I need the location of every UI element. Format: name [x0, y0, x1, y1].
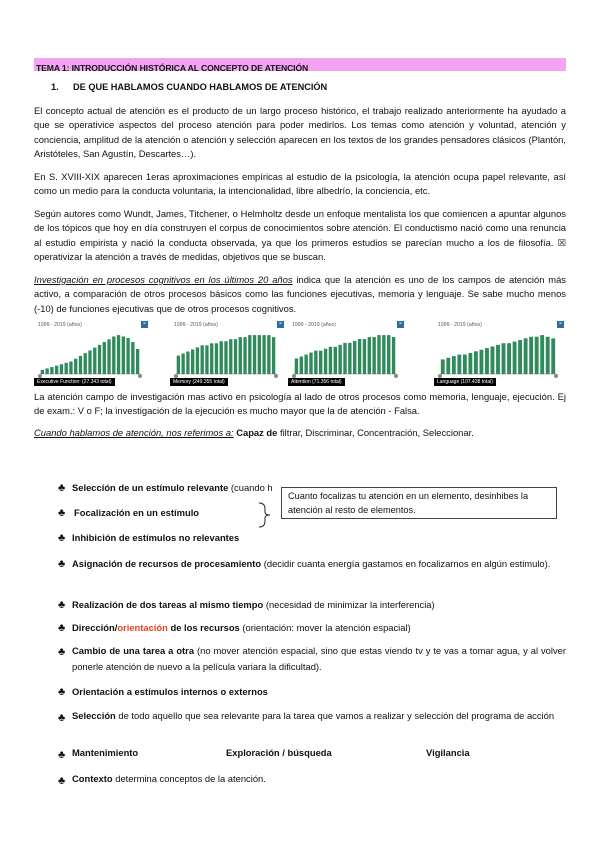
close-icon[interactable]: ×: [397, 321, 404, 328]
paragraph-6-lead: Cuando hablamos de atención, nos referimos a:: [34, 427, 234, 438]
paragraph-4: [34, 273, 566, 316]
bar: [457, 355, 461, 374]
list-item: Selección de un estímulo relevante (cuando h: [72, 482, 273, 493]
bar: [79, 356, 82, 374]
range-end-handle[interactable]: [394, 374, 398, 378]
bar: [502, 343, 506, 374]
paragraph-5-text: La atención campo de investigación mas activo en psicología al lado de otros procesos como memoria, lenguaje, ejecución. Ej de exam.: V o F; la investigación de la ejecución es mucho mayor que la de atención - Falsa.: [34, 391, 566, 417]
club-bullet-icon: ♣: [58, 749, 66, 761]
range-end-handle[interactable]: [138, 374, 142, 378]
club-bullet-icon: ♣: [58, 599, 66, 611]
bar: [262, 335, 265, 374]
bar: [98, 345, 101, 374]
close-icon[interactable]: ×: [557, 321, 564, 328]
bar: [441, 359, 445, 374]
bar: [392, 337, 395, 374]
paragraph-6-bold: Capaz de: [233, 427, 278, 438]
paragraph-4-text: indica que la atención es uno de los campos de atención más activo, a comparación de otros procesos básicos como las funciones ejecutivas, memoria y lenguaje. Se sabe mucho menos (-10) de funciones ejecutivas que de otros procesos cognitivos.: [34, 274, 566, 314]
paragraph-3-text: Según autores como Wundt, James, Titchener, o Helmholtz desde un enfoque mentalista los que comiencen a apuntar algunos de los tópicos que hoy en día construyen el corpus de conocimientos sobre atención. El conductismo nació como una renuncia al estudio empirista y nació la conducta observada, ya que los primeros estudios se parecían mucho a los de filosofía. ☒ operativizar la atención a través de medidas, objetivos que se buscan.: [34, 208, 566, 263]
bar: [191, 349, 194, 374]
bar: [334, 347, 337, 374]
bar: [253, 335, 256, 374]
bar: [60, 364, 63, 374]
bar: [529, 337, 533, 374]
club-bullet-icon: ♣: [58, 482, 66, 494]
bar: [358, 339, 361, 374]
bar: [84, 353, 87, 374]
bar: [122, 337, 125, 375]
bar: [239, 337, 242, 374]
bar: [224, 341, 227, 374]
bar: [540, 335, 544, 374]
bar: [88, 350, 91, 374]
bar: [201, 345, 204, 374]
charts-row: [34, 320, 566, 386]
bar: [186, 351, 189, 374]
section-title: DE QUE HABLAMOS CUANDO HABLAMOS DE ATENCIÓN: [73, 82, 328, 92]
bar: [546, 337, 550, 374]
bar: [243, 337, 246, 374]
bar: [480, 350, 484, 374]
bar: [45, 368, 48, 374]
chart-header: 1999 - 2019 (años): [174, 322, 218, 328]
paragraph-5: [34, 390, 566, 419]
bar: [309, 353, 312, 374]
bar: [295, 358, 298, 374]
bar: [181, 354, 184, 374]
bar: [234, 339, 237, 374]
list-item: Mantenimiento Exploración / búsqueda Vigilancia: [72, 747, 470, 758]
close-icon[interactable]: ×: [141, 321, 148, 328]
bar: [372, 337, 375, 374]
bar: [377, 335, 380, 374]
bar: [343, 343, 346, 374]
bar: [215, 343, 218, 374]
list-item: Inhibición de estímulos no relevantes: [72, 532, 240, 543]
bar: [446, 358, 450, 374]
bar: [314, 351, 317, 374]
bar-chart-svg: [34, 330, 150, 378]
chart-attention: [288, 320, 406, 386]
bar: [210, 343, 213, 374]
annotation-box: Cuanto focalizas tu atención en un elemento, desinhibes la atención al resto de elementos.: [281, 487, 557, 519]
paragraph-6: [34, 426, 566, 440]
bar: [107, 339, 110, 374]
chart-language: [434, 320, 566, 386]
bar: [319, 351, 322, 374]
bar: [131, 342, 134, 374]
club-bullet-icon: ♣: [58, 622, 66, 634]
bar: [363, 339, 366, 374]
list-item: Cambio de una tarea a otra (no mover atención espacial, sino que estas viendo tv y te vas a tomar agua, y al volver ponerle atención de nuevo a la película variara la dificultad).: [72, 645, 566, 672]
bar: [103, 342, 106, 374]
title-bar: [34, 58, 566, 71]
chart-header: 1999 - 2019 (años): [292, 322, 336, 328]
chart-memory: [170, 320, 286, 386]
bar: [338, 345, 341, 374]
list-item: Dirección/orientación de los recursos (orientación: mover la atención espacial): [72, 622, 411, 633]
bar: [535, 337, 539, 374]
chart-caption: Attention (71.356 total): [288, 378, 345, 386]
bar: [258, 335, 261, 374]
bar: [267, 335, 270, 374]
bar: [368, 337, 371, 374]
club-bullet-icon: ♣: [58, 532, 66, 544]
bar: [518, 340, 522, 374]
bar-chart-svg: [288, 330, 406, 378]
paragraph-4-lead: Investigación en procesos cognitivos en los últimos 20 años: [34, 274, 293, 285]
section-heading: [51, 82, 327, 92]
bar: [248, 335, 251, 374]
bar: [353, 341, 356, 374]
bar: [136, 349, 139, 374]
list-item: Asignación de recursos de procesamiento (decidir cuanta energía gastamos en focalizarnos en algún estimulo).: [72, 558, 551, 569]
bar: [65, 363, 68, 374]
range-end-handle[interactable]: [554, 374, 558, 378]
club-bullet-icon: ♣: [58, 507, 66, 519]
bar: [220, 341, 223, 374]
bar: [324, 349, 327, 374]
chart-header: 1999 - 2019 (años): [38, 322, 82, 328]
bar: [50, 367, 53, 374]
list-item: Realización de dos tareas al mismo tiempo (necesidad de minimizar la interferencia): [72, 599, 435, 610]
range-end-handle[interactable]: [274, 374, 278, 378]
close-icon[interactable]: ×: [277, 321, 284, 328]
chart-caption: Language (107.438 total): [434, 378, 496, 386]
chart-executive-function: [34, 320, 150, 386]
bar: [329, 347, 332, 374]
bar: [463, 355, 467, 374]
bar: [507, 343, 511, 374]
bar: [196, 347, 199, 374]
bar: [126, 338, 129, 374]
bar: [229, 339, 232, 374]
bar: [300, 357, 303, 375]
list-item: Orientación a estímulos internos o externos: [72, 686, 268, 697]
list-item: Selección de todo aquello que sea relevante para la tarea que vamos a realizar y selección del programa de acción: [72, 710, 555, 721]
bar-chart-svg: [170, 330, 286, 378]
bar: [551, 338, 555, 374]
list-item: Focalización en un estímulo: [74, 507, 200, 518]
bar: [41, 370, 44, 374]
bar: [177, 356, 180, 374]
bar: [74, 359, 77, 374]
bar: [272, 337, 275, 374]
bar: [348, 343, 351, 374]
bar: [468, 353, 472, 374]
section-number: 1.: [51, 82, 59, 92]
page-title: TEMA 1: INTRODUCCIÓN HISTÓRICA AL CONCEPTO DE ATENCIÓN: [36, 63, 309, 73]
bar: [524, 338, 528, 374]
club-bullet-icon: ♣: [58, 558, 66, 570]
bar: [513, 342, 517, 374]
paragraph-2-text: En S. XVIII-XIX aparecen 1eras aproximaciones empíricas al estudio de la psicología, la atención ocupa papel relevante, así como un medio para la conducta voluntaria, la intencionalidad, libre albedrío, la conciencia, etc.: [34, 171, 566, 197]
bar: [117, 335, 120, 374]
paragraph-2: [34, 170, 566, 199]
bar: [382, 335, 385, 374]
bar: [205, 345, 208, 374]
paragraph-1-text: El concepto actual de atención es el producto de un largo proceso histórico, el trabajo realizado anteriormente ha ayudado a que se operativice aspectos del proceso atención para poder medirlos. Los temas como atención y voluntad, atención y conciencia, amplitud de la atención o atención y selección aparecen en los textos de los grandes pensadores clásicos (Plantón, Aristóteles, San Agustín, Descartes…).: [34, 105, 566, 160]
club-bullet-icon: ♣: [58, 686, 66, 698]
club-bullet-icon: ♣: [58, 775, 66, 787]
bar-chart-svg: [434, 330, 566, 378]
paragraph-1: [34, 104, 566, 162]
bar: [474, 351, 478, 374]
paragraph-6-text: filtrar, Discriminar, Concentración, Seleccionar.: [277, 427, 474, 438]
chart-caption: Executive Function: (27.343 total): [34, 378, 115, 386]
list-item: Contexto determina conceptos de la atención.: [72, 773, 266, 784]
club-bullet-icon: ♣: [58, 646, 66, 658]
bar: [496, 345, 500, 374]
bar: [93, 348, 96, 374]
club-bullet-icon: ♣: [58, 712, 66, 724]
chart-header: 1999 - 2019 (años): [438, 322, 482, 328]
bar: [69, 362, 72, 375]
bar: [55, 366, 58, 374]
bar: [491, 346, 495, 374]
bar: [304, 355, 307, 374]
brace-icon: [257, 502, 277, 528]
bar: [112, 337, 115, 375]
chart-caption: Memory (249.355 total): [170, 378, 228, 386]
bar: [452, 356, 456, 374]
bar: [387, 335, 390, 374]
paragraph-3: [34, 207, 566, 265]
bar: [485, 348, 489, 374]
